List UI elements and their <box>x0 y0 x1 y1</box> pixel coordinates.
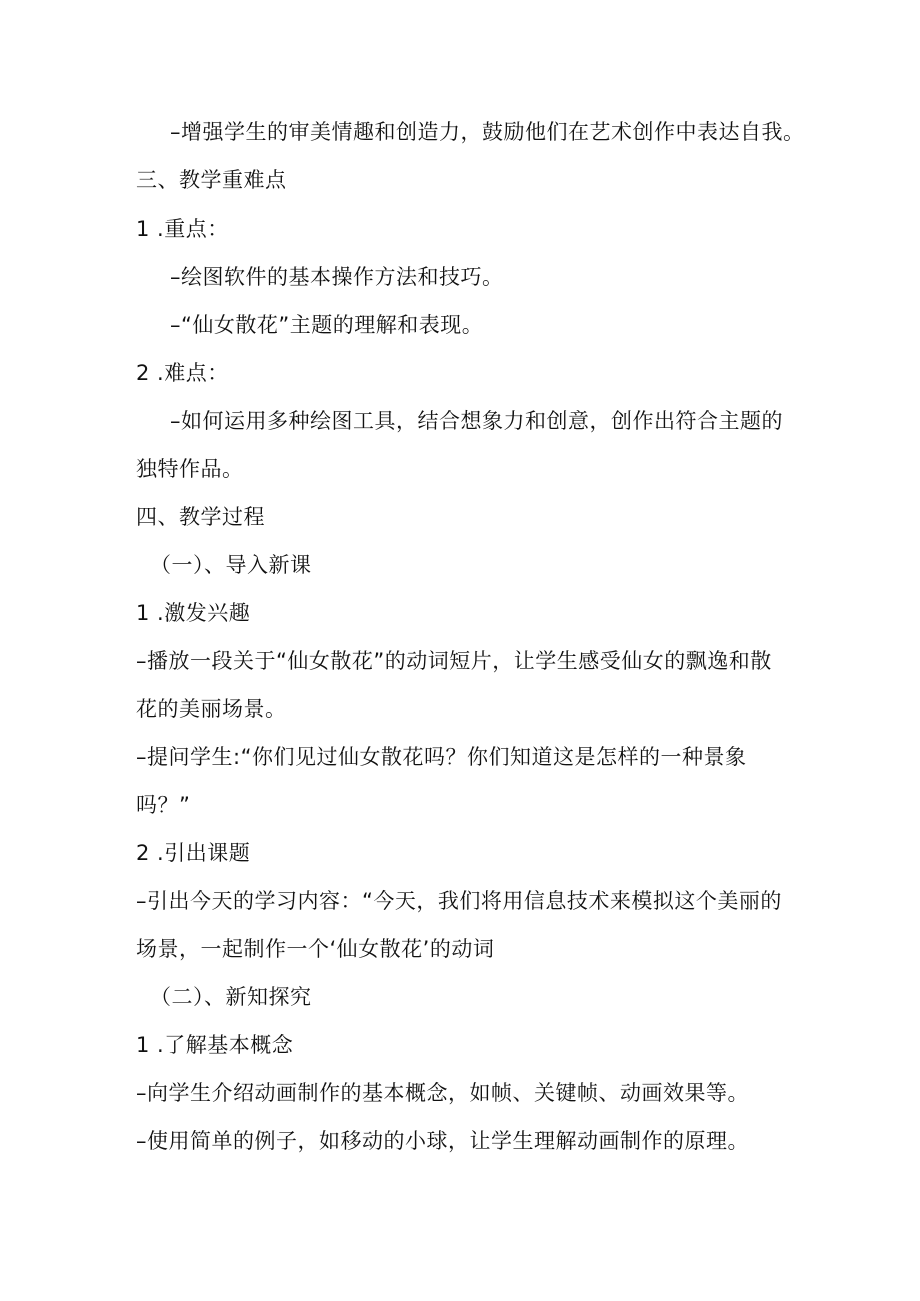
subheading-difficult-points: 2 .难点： <box>136 361 229 385</box>
step-heading-basic-concepts: 1 .了解基本概念 <box>136 1033 294 1057</box>
paragraph-aesthetic-goal: –增强学生的审美情趣和创造力，鼓励他们在艺术创作中表达自我。 <box>170 120 805 144</box>
section-heading-teaching-process: 四、教学过程 <box>136 505 265 529</box>
section-heading-key-difficult-points: 三、教学重难点 <box>136 168 287 192</box>
paragraph-simple-example: –使用简单的例子，如移动的小球，让学生理解动画制作的原理。 <box>136 1129 749 1153</box>
paragraph-animation-concepts: –向学生介绍动画制作的基本概念，如帧、关键帧、动画效果等。 <box>136 1081 749 1105</box>
paragraph-ask-students-line1: –提问学生:“你们见过仙女散花吗？你们知道这是怎样的一种景象 <box>136 745 747 769</box>
paragraph-ask-students-line2: 吗？” <box>136 793 191 817</box>
step-heading-introduce-topic: 2 .引出课题 <box>136 841 251 865</box>
list-item-software-operation: –绘图软件的基本操作方法和技巧。 <box>170 265 504 289</box>
list-item-creative-use-line1: –如何运用多种绘图工具，结合想象力和创意，创作出符合主题的 <box>170 409 783 433</box>
paragraph-topic-line1: –引出今天的学习内容：“今天，我们将用信息技术来模拟这个美丽的 <box>136 889 782 913</box>
subheading-key-points: 1 .重点： <box>136 217 229 241</box>
step-heading-stimulate-interest: 1 .激发兴趣 <box>136 601 251 625</box>
subsection-heading-new-knowledge: （二）、新知探究 <box>150 985 312 1009</box>
paragraph-play-clip-line1: –播放一段关于“仙女散花”的动词短片，让学生感受仙女的飘逸和散 <box>136 649 772 673</box>
paragraph-topic-line2: 场景，一起制作一个‘仙女散花’的动词 <box>136 937 495 961</box>
paragraph-play-clip-line2: 花的美丽场景。 <box>136 697 287 721</box>
list-item-theme-understanding: –“仙女散花”主题的理解和表现。 <box>170 313 484 337</box>
subsection-heading-intro: （一）、导入新课 <box>150 553 312 577</box>
list-item-creative-use-line2: 独特作品。 <box>136 457 244 481</box>
